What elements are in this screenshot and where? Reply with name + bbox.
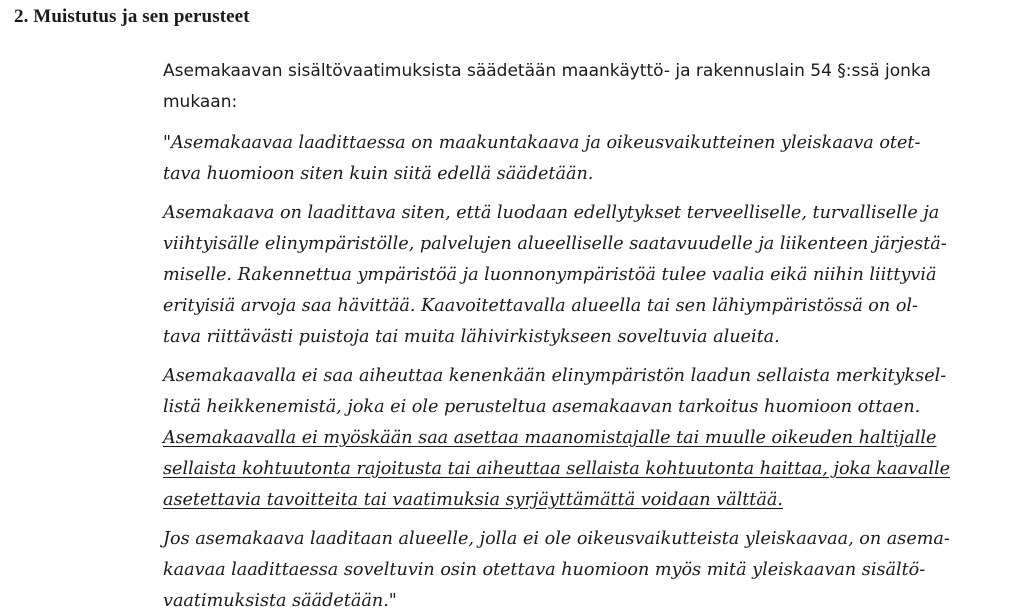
intro-paragraph	[163, 56, 1008, 118]
text-line: vaatimuksista säädetään."	[163, 591, 397, 610]
text-line: "Asemakaavaa laadittaessa on maakuntakaava ja oikeusvaikutteinen yleiskaava otet-	[163, 133, 921, 153]
quote-paragraph-3	[163, 361, 1008, 516]
quote-paragraph-4	[163, 524, 1008, 610]
text-line: miselle. Rakennettua ympäristöä ja luonnonympäristöä tulee vaalia eikä niihin liittyviä	[163, 265, 937, 285]
underlined-line: asetettavia tavoitteita tai vaatimuksia syrjäyttämättä voidaan välttää.	[163, 490, 783, 510]
text-line: Asemakaavan sisältövaatimuksista säädetään maankäyttö- ja rakennuslain 54 §:ssä jonka	[163, 61, 931, 81]
text-line: kaavaa laadittaessa soveltuvin osin otettava huomioon myös mitä yleiskaavan sisältö-	[163, 560, 926, 580]
text-line: Asemakaavalla ei saa aiheuttaa kenenkään elinympäristön laadun sellaista merkityksel-	[163, 366, 947, 386]
document-body	[163, 56, 1008, 610]
section-heading: 2. Muistutus ja sen perusteet	[14, 6, 250, 27]
text-line: tava riittävästi puistoja tai muita lähivirkistykseen soveltuvia alueita.	[163, 327, 780, 347]
underlined-line: Asemakaavalla ei myöskään saa asettaa maanomistajalle tai muulle oikeuden haltijalle	[163, 428, 937, 448]
text-line: Jos asemakaava laaditaan alueelle, jolla ei ole oikeusvaikutteista yleiskaavaa, on asema-	[163, 529, 950, 549]
quote-paragraph-2	[163, 198, 1008, 353]
text-line: listä heikkenemistä, joka ei ole perusteltua asemakaavan tarkoitus huomioon ottaen.	[163, 397, 921, 417]
text-line: viihtyisälle elinympäristölle, palvelujen alueelliselle saatavuudelle ja liikenteen järjestä-	[163, 234, 947, 254]
text-line: Asemakaava on laadittava siten, että luodaan edellytykset terveelliselle, turvalliselle ja	[163, 203, 940, 223]
quote-paragraph-1	[163, 128, 1008, 190]
underlined-line: sellaista kohtuutonta rajoitusta tai aiheuttaa sellaista kohtuutonta haittaa, joka kaavalle	[163, 459, 951, 479]
text-line: erityisiä arvoja saa hävittää. Kaavoitettavalla alueella tai sen lähiympäristössä on ol-	[163, 296, 918, 316]
text-line: tava huomioon siten kuin siitä edellä säädetään.	[163, 164, 594, 184]
text-line: mukaan:	[163, 92, 238, 112]
